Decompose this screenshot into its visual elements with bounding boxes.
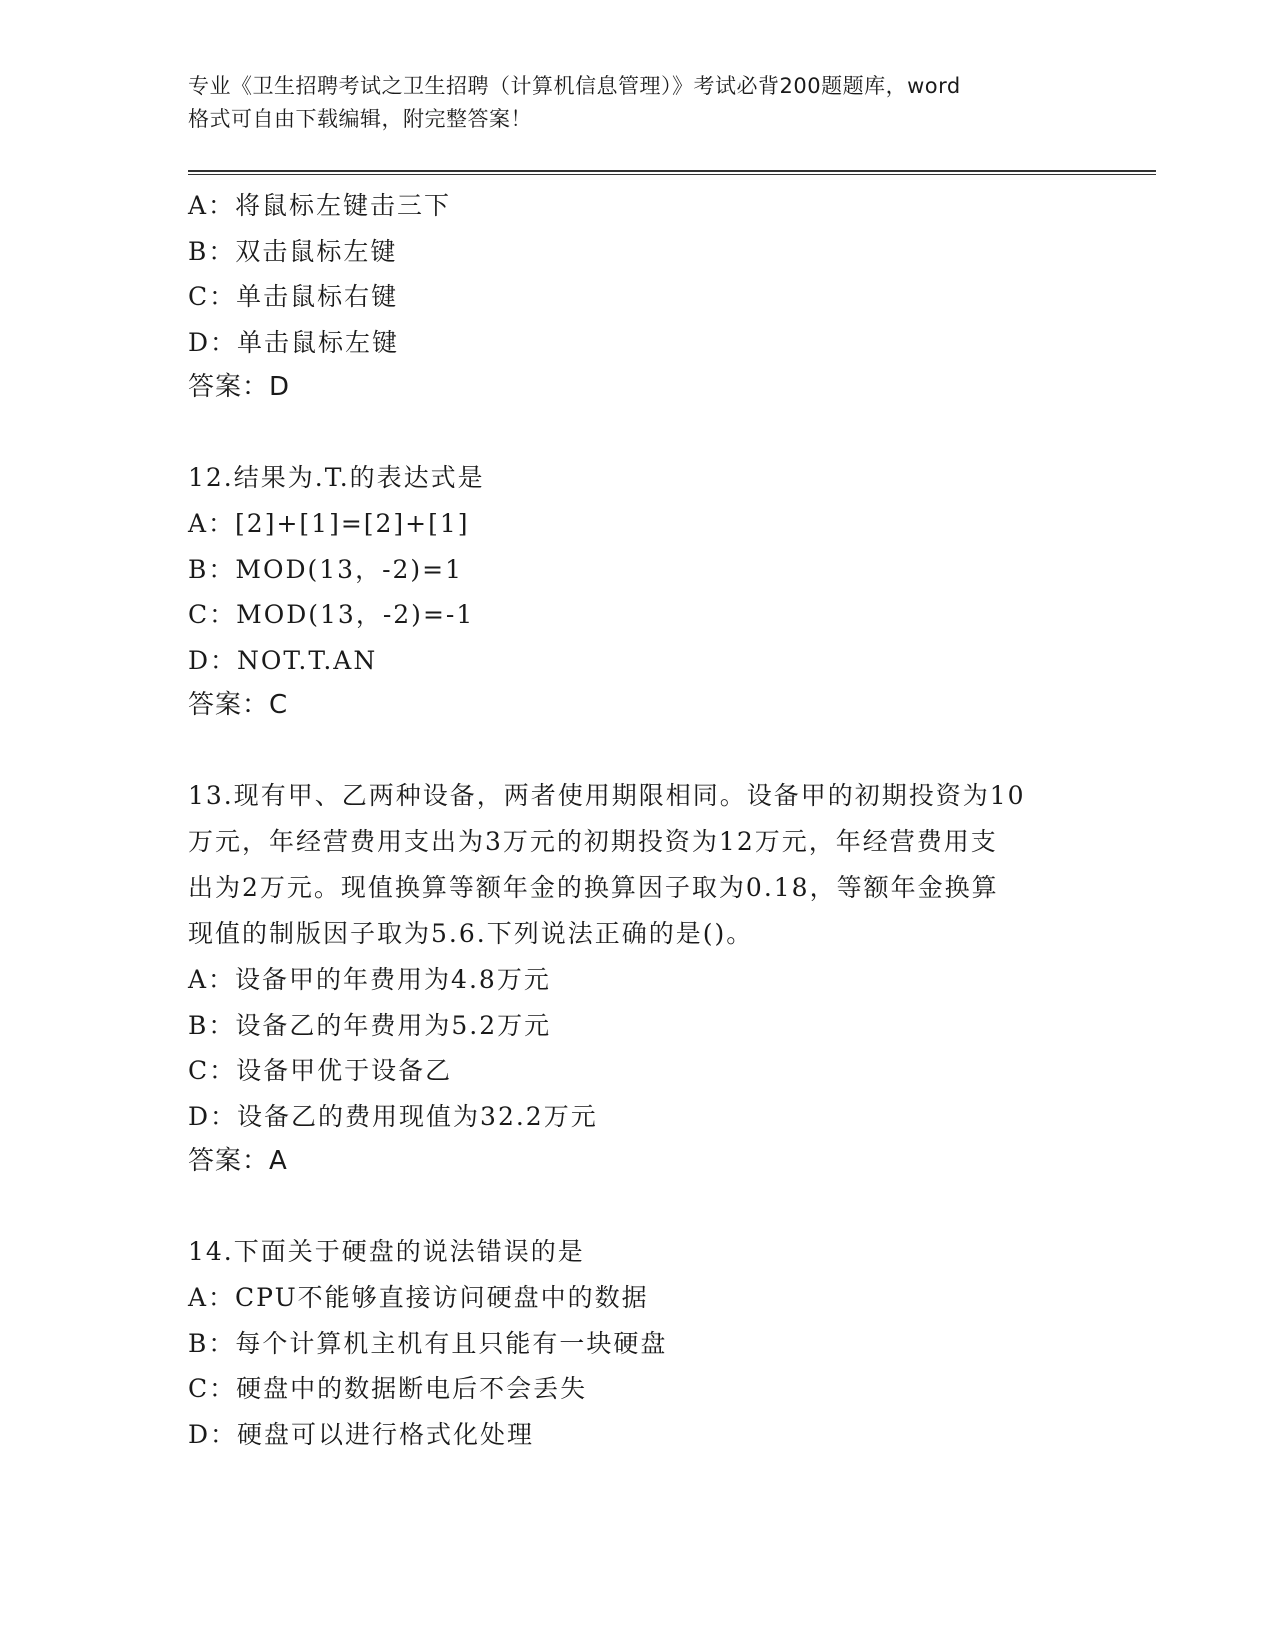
document-page <box>188 70 1168 1457</box>
option-c: C：MOD(13，-2)=-1 <box>188 600 475 629</box>
spacer <box>188 410 1168 455</box>
question-text: 12.结果为.T.的表达式是 <box>188 463 485 492</box>
option-a: A：CPU不能够直接访问硬盘中的数据 <box>188 1283 649 1312</box>
question-text-line-3: 出为2万元。现值换算等额年金的换算因子取为0.18，等额年金换算 <box>188 873 999 902</box>
option-b: B：每个计算机主机有且只能有一块硬盘 <box>188 1328 668 1358</box>
question-13 <box>188 773 1168 1184</box>
option-b: B：设备乙的年费用为5.2万元 <box>188 1010 552 1040</box>
answer: 答案：A <box>188 1146 288 1176</box>
question-text: 14.下面关于硬盘的说法错误的是 <box>188 1237 585 1266</box>
header-line-2: 格式可自由下载编辑，附完整答案！ <box>188 107 532 131</box>
option-b: B：MOD(13，-2)=1 <box>188 554 464 584</box>
question-text-line-1: 13.现有甲、乙两种设备，两者使用期限相同。设备甲的初期投资为10 <box>188 781 1026 810</box>
option-c: C：硬盘中的数据断电后不会丢失 <box>188 1374 588 1403</box>
option-d: D：NOT.T.AN <box>188 645 378 675</box>
header-line-1: 专业《卫生招聘考试之卫生招聘（计算机信息管理）》考试必背200题题库，word <box>188 74 961 98</box>
option-c: C：单击鼠标右键 <box>188 282 399 311</box>
spacer <box>188 1184 1168 1229</box>
option-d: D：硬盘可以进行格式化处理 <box>188 1419 535 1449</box>
spacer <box>188 728 1168 773</box>
document-header <box>188 70 1088 136</box>
option-b: B：双击鼠标左键 <box>188 236 398 266</box>
option-c: C：设备甲优于设备乙 <box>188 1056 453 1085</box>
option-a: A：将鼠标左键击三下 <box>188 191 452 220</box>
question-14 <box>188 1229 1168 1457</box>
answer: 答案：D <box>188 372 291 402</box>
question-text-line-2: 万元，年经营费用支出为3万元的初期投资为12万元，年经营费用支 <box>188 827 998 856</box>
option-a: A：设备甲的年费用为4.8万元 <box>188 965 551 994</box>
question-12 <box>188 455 1168 728</box>
option-d: D：设备乙的费用现值为32.2万元 <box>188 1101 598 1131</box>
option-a: A：[2]+[1]=[2]+[1] <box>188 509 470 538</box>
question-11-continued <box>188 183 1168 410</box>
option-d: D：单击鼠标左键 <box>188 327 400 357</box>
question-text-line-4: 现值的制版因子取为5.6.下列说法正确的是()。 <box>188 919 754 948</box>
header-divider <box>188 170 1156 175</box>
answer: 答案：C <box>188 690 289 720</box>
